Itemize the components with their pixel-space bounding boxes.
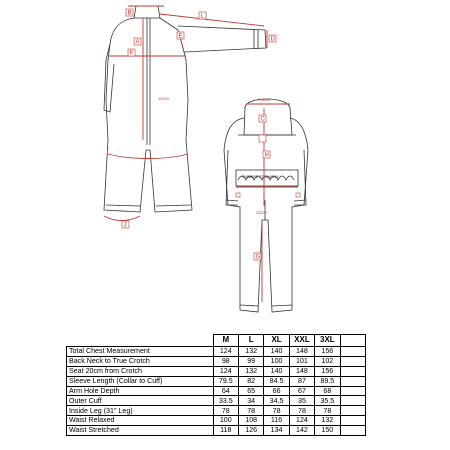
label-j: J bbox=[123, 222, 127, 229]
size-value-cell: 134 bbox=[264, 426, 289, 436]
size-value-cell: 98 bbox=[213, 356, 238, 366]
size-value-cell: 99 bbox=[238, 356, 263, 366]
size-header-row bbox=[67, 335, 366, 347]
waist-band-brand: RAINBIRD STOWAWAY bbox=[242, 175, 279, 179]
row-label: Inside Leg (31" Leg) bbox=[67, 406, 214, 416]
size-value-cell: 33.5 bbox=[213, 396, 238, 406]
label-b: B bbox=[127, 10, 132, 17]
row-label: Arm Hole Depth bbox=[67, 386, 214, 396]
header-blank bbox=[67, 335, 214, 347]
size-value-cell: 124 bbox=[213, 366, 238, 376]
size-value-cell: 89.5 bbox=[315, 376, 340, 386]
size-value-cell: 108 bbox=[238, 416, 263, 426]
size-header: M bbox=[213, 335, 238, 347]
label-g: G bbox=[255, 254, 261, 261]
size-value-cell: 100 bbox=[264, 356, 289, 366]
note-9-5cm: 9.5CM bbox=[258, 97, 270, 102]
size-value-cell: 140 bbox=[264, 347, 289, 357]
front-measurements bbox=[104, 6, 276, 229]
size-value-cell: 102 bbox=[315, 356, 340, 366]
table-row bbox=[67, 386, 366, 396]
row-label: Sleeve Length (Collar to Cuff) bbox=[67, 376, 214, 386]
table-row bbox=[67, 347, 366, 357]
size-value-cell: 150 bbox=[315, 426, 340, 436]
size-value-cell: 64 bbox=[213, 386, 238, 396]
table-row bbox=[67, 396, 366, 406]
size-header: L bbox=[238, 335, 263, 347]
size-value-cell: 101 bbox=[289, 356, 314, 366]
size-value-cell: 132 bbox=[238, 366, 263, 376]
size-value-cell: 142 bbox=[289, 426, 314, 436]
size-value-cell: 78 bbox=[264, 406, 289, 416]
size-value-cell: 82 bbox=[238, 376, 263, 386]
table-row bbox=[67, 376, 366, 386]
size-value-cell: 68 bbox=[315, 386, 340, 396]
note-20cm: 20CM bbox=[256, 210, 267, 215]
size-header: XL bbox=[264, 335, 289, 347]
row-label: Waist Relaxed bbox=[67, 416, 214, 426]
label-c: C bbox=[260, 116, 265, 123]
label-f: F bbox=[129, 50, 134, 57]
spare-cell bbox=[340, 416, 365, 426]
size-value-cell: 34.5 bbox=[264, 396, 289, 406]
row-label: Waist Stretched bbox=[67, 426, 214, 436]
size-value-cell: 84.5 bbox=[264, 376, 289, 386]
size-value-cell: 34 bbox=[238, 396, 263, 406]
size-header: 3XL bbox=[315, 335, 340, 347]
size-value-cell: 132 bbox=[238, 347, 263, 357]
table-row bbox=[67, 366, 366, 376]
size-value-cell: 78 bbox=[315, 406, 340, 416]
size-value-cell: 78 bbox=[213, 406, 238, 416]
back-measurements bbox=[236, 97, 300, 302]
size-value-cell: 35 bbox=[289, 396, 314, 406]
size-value-cell: 78 bbox=[238, 406, 263, 416]
size-value-cell: 79.5 bbox=[213, 376, 238, 386]
size-value-cell: 35.5 bbox=[315, 396, 340, 406]
size-header-spare bbox=[340, 335, 365, 347]
suit-front-view bbox=[104, 6, 266, 212]
size-value-cell: 118 bbox=[213, 426, 238, 436]
row-label: Back Neck to True Crotch bbox=[67, 356, 214, 366]
spare-cell bbox=[340, 366, 365, 376]
table-row bbox=[67, 426, 366, 436]
row-label: Seat 20cm from Crotch bbox=[67, 366, 214, 376]
table-row bbox=[67, 356, 366, 366]
size-value-cell: 100 bbox=[213, 416, 238, 426]
table-row bbox=[67, 406, 366, 416]
size-value-cell: 156 bbox=[315, 347, 340, 357]
label-h: H bbox=[264, 152, 269, 159]
spare-cell bbox=[340, 356, 365, 366]
table-row bbox=[67, 416, 366, 426]
size-value-cell: 132 bbox=[315, 416, 340, 426]
size-value-cell: 66 bbox=[264, 386, 289, 396]
spare-cell bbox=[340, 406, 365, 416]
label-e: E bbox=[178, 33, 183, 40]
note-10cm: 10CM bbox=[158, 96, 169, 101]
size-value-cell: 124 bbox=[289, 416, 314, 426]
label-d: D bbox=[270, 36, 275, 43]
row-label: Total Chest Measurement bbox=[67, 347, 214, 357]
spare-cell bbox=[340, 386, 365, 396]
size-value-cell: 126 bbox=[238, 426, 263, 436]
size-value-cell: 140 bbox=[264, 366, 289, 376]
size-value-cell: 116 bbox=[264, 416, 289, 426]
size-value-cell: 156 bbox=[315, 366, 340, 376]
spare-cell bbox=[340, 396, 365, 406]
size-value-cell: 148 bbox=[289, 347, 314, 357]
size-value-cell: 78 bbox=[289, 406, 314, 416]
spare-cell bbox=[340, 347, 365, 357]
row-label: Outer Cuff bbox=[67, 396, 214, 406]
size-value-cell: 65 bbox=[238, 386, 263, 396]
suit-back-view bbox=[224, 99, 308, 312]
size-chart-table bbox=[66, 334, 366, 436]
size-header: XXL bbox=[289, 335, 314, 347]
size-value-cell: 87 bbox=[289, 376, 314, 386]
spare-cell bbox=[340, 426, 365, 436]
size-value-cell: 67 bbox=[289, 386, 314, 396]
spare-cell bbox=[340, 376, 365, 386]
label-l: L bbox=[200, 13, 204, 20]
size-value-cell: 124 bbox=[213, 347, 238, 357]
label-a: A bbox=[135, 39, 140, 46]
size-value-cell: 148 bbox=[289, 366, 314, 376]
